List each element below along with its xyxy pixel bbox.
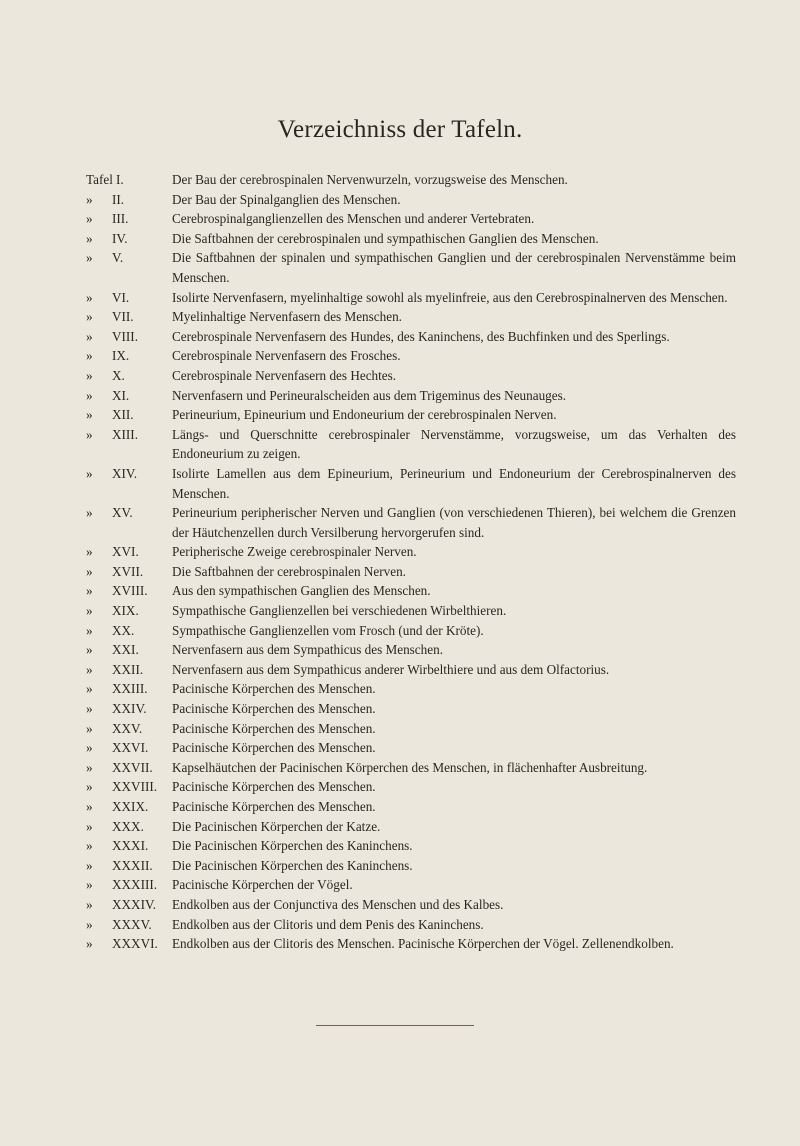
ditto-mark: » (86, 779, 93, 795)
plate-number: XXVIII. (112, 779, 158, 795)
ditto-mark: » (86, 407, 93, 423)
plate-entry (86, 425, 736, 464)
plate-description: Cerebrospinale Nervenfasern des Hundes, des Kaninchens, des Buchfinken und des Sperlings. (172, 328, 670, 344)
plate-number: XXVII. (112, 759, 153, 775)
plate-description: Pacinische Körperchen des Menschen. (172, 799, 376, 814)
ditto-mark: » (86, 583, 93, 599)
plate-number: XII. (112, 407, 134, 423)
plate-entry (86, 875, 736, 895)
plate-number: XXXII. (112, 857, 153, 873)
plate-number: XXV. (112, 720, 143, 736)
plate-entry (86, 464, 736, 503)
plate-number: XV. (112, 505, 133, 521)
plate-entry (86, 601, 736, 621)
ditto-mark: » (86, 799, 93, 814)
plate-number: XXIII. (112, 681, 148, 697)
plate-description: Myelinhaltige Nervenfasern des Menschen. (172, 309, 402, 325)
ditto-mark: » (86, 309, 93, 325)
ditto-mark: » (86, 348, 93, 364)
plate-entry (86, 307, 736, 327)
plate-description: Endkolben aus der Conjunctiva des Menschen und des Kalbes. (172, 896, 504, 912)
ditto-mark: » (86, 426, 93, 442)
plate-description: Isolirte Nervenfasern, myelinhaltige sowohl als myelinfreie, aus den Cerebrospinalnerven des Menschen. (172, 289, 728, 305)
plate-entry (86, 542, 736, 562)
plate-description: Die Saftbahnen der cerebrospinalen Nerven. (172, 563, 406, 579)
ditto-mark: » (86, 367, 93, 383)
plate-entry (86, 817, 736, 837)
ditto-mark: » (86, 701, 93, 717)
plate-entry (86, 621, 736, 641)
plate-description: Isolirte Lamellen aus dem Epineurium, Perineurium und Endoneurium der Cerebrospinalnerven des Menschen. (172, 465, 736, 501)
plate-entry (86, 699, 736, 719)
ditto-mark: » (86, 211, 93, 227)
plate-description: Nervenfasern und Perineuralscheiden aus dem Trigeminus des Neunauges. (172, 387, 567, 403)
ditto-mark: » (86, 661, 93, 677)
plate-description: Pacinische Körperchen des Menschen. (172, 701, 376, 717)
plate-entry (86, 346, 736, 366)
plate-entry (86, 660, 736, 680)
plate-number: VII. (112, 309, 134, 325)
plate-description: Die Pacinischen Körperchen des Kaninchens. (172, 838, 413, 854)
plate-entry (86, 581, 736, 601)
plate-number: XXI. (112, 642, 139, 658)
ditto-mark: » (86, 289, 93, 305)
plate-number: XXX. (112, 818, 144, 834)
plate-entry (86, 797, 736, 817)
plate-number: XXXIV. (112, 896, 157, 912)
ditto-mark: » (86, 642, 93, 658)
plate-entry (86, 248, 736, 287)
plate-number: XXVI. (112, 740, 149, 756)
plate-description: Cerebrospinale Nervenfasern des Hechtes. (172, 367, 397, 383)
plate-number: XXII. (112, 661, 144, 677)
plate-description: Perineurium, Epineurium und Endoneurium der cerebrospinalen Nerven. (172, 407, 557, 423)
plate-entry (86, 503, 736, 542)
plate-description: Endkolben aus der Clitoris und dem Penis des Kaninchens. (172, 916, 484, 932)
plate-entry (86, 190, 736, 210)
plate-entry (86, 562, 736, 582)
plate-description: Cerebrospinalganglienzellen des Menschen und anderer Vertebraten. (172, 211, 535, 227)
plate-entry (86, 288, 736, 308)
plate-entry (86, 758, 736, 778)
plate-description: Pacinische Körperchen des Menschen. (172, 779, 376, 795)
ditto-mark: » (86, 465, 93, 481)
plate-number: XXIV. (112, 701, 147, 717)
plate-number: XVI. (112, 544, 139, 560)
plate-number: XVII. (112, 563, 144, 579)
plate-number: IV. (112, 230, 128, 246)
plate-number: VIII. (112, 328, 138, 344)
plate-number: II. (112, 191, 125, 207)
plate-description: Perineurium peripherischer Nerven und Ganglien (von verschiedenen Thieren), bei welchem die Grenzen der Häutchenzellen durch Versilberung hervorgerufen sind. (172, 505, 736, 540)
ditto-mark: » (86, 818, 93, 834)
plate-description: Die Saftbahnen der spinalen und sympathischen Ganglien und der cerebrospinalen Nervenstämme beim Menschen. (172, 250, 736, 285)
plate-description: Pacinische Körperchen des Menschen. (172, 740, 376, 756)
plate-entry (86, 209, 736, 229)
ditto-mark: » (86, 230, 93, 246)
plate-description: Endkolben aus der Clitoris des Menschen. Pacinische Körperchen der Vögel. Zellenendkolben. (172, 936, 674, 952)
ditto-mark: » (86, 544, 93, 560)
plate-number: III. (112, 211, 129, 227)
ditto-mark: » (86, 759, 93, 775)
plate-entry (86, 327, 736, 347)
ditto-mark: » (86, 720, 93, 736)
ditto-mark: » (86, 877, 93, 893)
plate-entry (86, 679, 736, 699)
plate-description: Pacinische Körperchen des Menschen. (172, 681, 376, 697)
plate-description: Sympathische Ganglienzellen bei verschiedenen Wirbelthieren. (172, 603, 507, 619)
closing-rule (316, 1025, 474, 1026)
plate-description: Sympathische Ganglienzellen vom Frosch (und der Kröte). (172, 622, 484, 638)
plate-entry (86, 836, 736, 856)
plate-description: Peripherische Zweige cerebrospinaler Nerven. (172, 544, 417, 560)
plate-number: IX. (112, 348, 130, 364)
ditto-mark: » (86, 505, 93, 521)
plate-number: V. (112, 250, 124, 266)
plate-entry (86, 777, 736, 797)
plate-entry (86, 934, 736, 954)
ditto-mark: » (86, 681, 93, 697)
plate-description: Pacinische Körperchen des Menschen. (172, 720, 376, 736)
plate-entry (86, 386, 736, 406)
ditto-mark: » (86, 328, 93, 344)
plate-description: Die Saftbahnen der cerebrospinalen und sympathischen Ganglien des Menschen. (172, 230, 599, 246)
plate-entry (86, 915, 736, 935)
plate-number: VI. (112, 289, 130, 305)
plate-entry (86, 719, 736, 739)
ditto-mark: » (86, 191, 93, 207)
plate-number: XXXV. (112, 916, 152, 932)
ditto-mark: » (86, 896, 93, 912)
ditto-mark: » (86, 250, 93, 266)
ditto-mark: » (86, 916, 93, 932)
plate-entry (86, 640, 736, 660)
plate-entry (86, 170, 736, 190)
plate-entry (86, 366, 736, 386)
plate-number: XXIX. (112, 799, 149, 814)
ditto-mark: » (86, 857, 93, 873)
page-title: Verzeichniss der Tafeln. (277, 116, 523, 143)
plate-description: Der Bau der Spinalganglien des Menschen. (172, 191, 401, 207)
plate-number: XIV. (112, 465, 138, 481)
plate-number: XI. (112, 387, 130, 403)
plate-list (86, 170, 736, 954)
ditto-mark: » (86, 387, 93, 403)
plate-number: XXXI. (112, 838, 149, 854)
plate-description: Kapselhäutchen der Pacinischen Körperchen des Menschen, in flächenhafter Ausbreitung. (172, 759, 648, 775)
ditto-mark: » (86, 622, 93, 638)
plate-number: XXXVI. (112, 936, 158, 952)
plate-entry (86, 895, 736, 915)
plate-entry (86, 856, 736, 876)
plate-description: Der Bau der cerebrospinalen Nervenwurzeln, vorzugsweise des Menschen. (172, 172, 568, 187)
plate-number: XVIII. (112, 583, 148, 599)
ditto-mark: » (86, 603, 93, 619)
plate-description: Längs- und Querschnitte cerebrospinaler Nervenstämme, vorzugsweise, um das Verhalten des Endoneurium zu zeigen. (172, 426, 736, 462)
ditto-mark: » (86, 838, 93, 854)
plate-description: Aus den sympathischen Ganglien des Menschen. (172, 583, 431, 599)
plate-description: Pacinische Körperchen der Vögel. (172, 877, 353, 893)
plate-number: XIII. (112, 426, 138, 442)
ditto-mark: » (86, 740, 93, 756)
plate-number: XIX. (112, 603, 139, 619)
plate-description: Nervenfasern aus dem Sympathicus anderer Wirbelthiere und aus dem Olfactorius. (172, 661, 610, 677)
plate-entry (86, 738, 736, 758)
plate-prefix: Tafel (86, 172, 113, 187)
plate-number: I. (116, 172, 124, 187)
plate-entry (86, 405, 736, 425)
plate-number: X. (112, 367, 125, 383)
ditto-mark: » (86, 563, 93, 579)
plate-description: Nervenfasern aus dem Sympathicus des Menschen. (172, 642, 444, 658)
plate-description: Cerebrospinale Nervenfasern des Frosches. (172, 348, 401, 364)
plate-description: Die Pacinischen Körperchen des Kaninchens. (172, 857, 413, 873)
plate-number: XXXIII. (112, 877, 158, 893)
ditto-mark: » (86, 936, 93, 952)
plate-number: XX. (112, 622, 135, 638)
plate-entry (86, 229, 736, 249)
plate-description: Die Pacinischen Körperchen der Katze. (172, 818, 381, 834)
